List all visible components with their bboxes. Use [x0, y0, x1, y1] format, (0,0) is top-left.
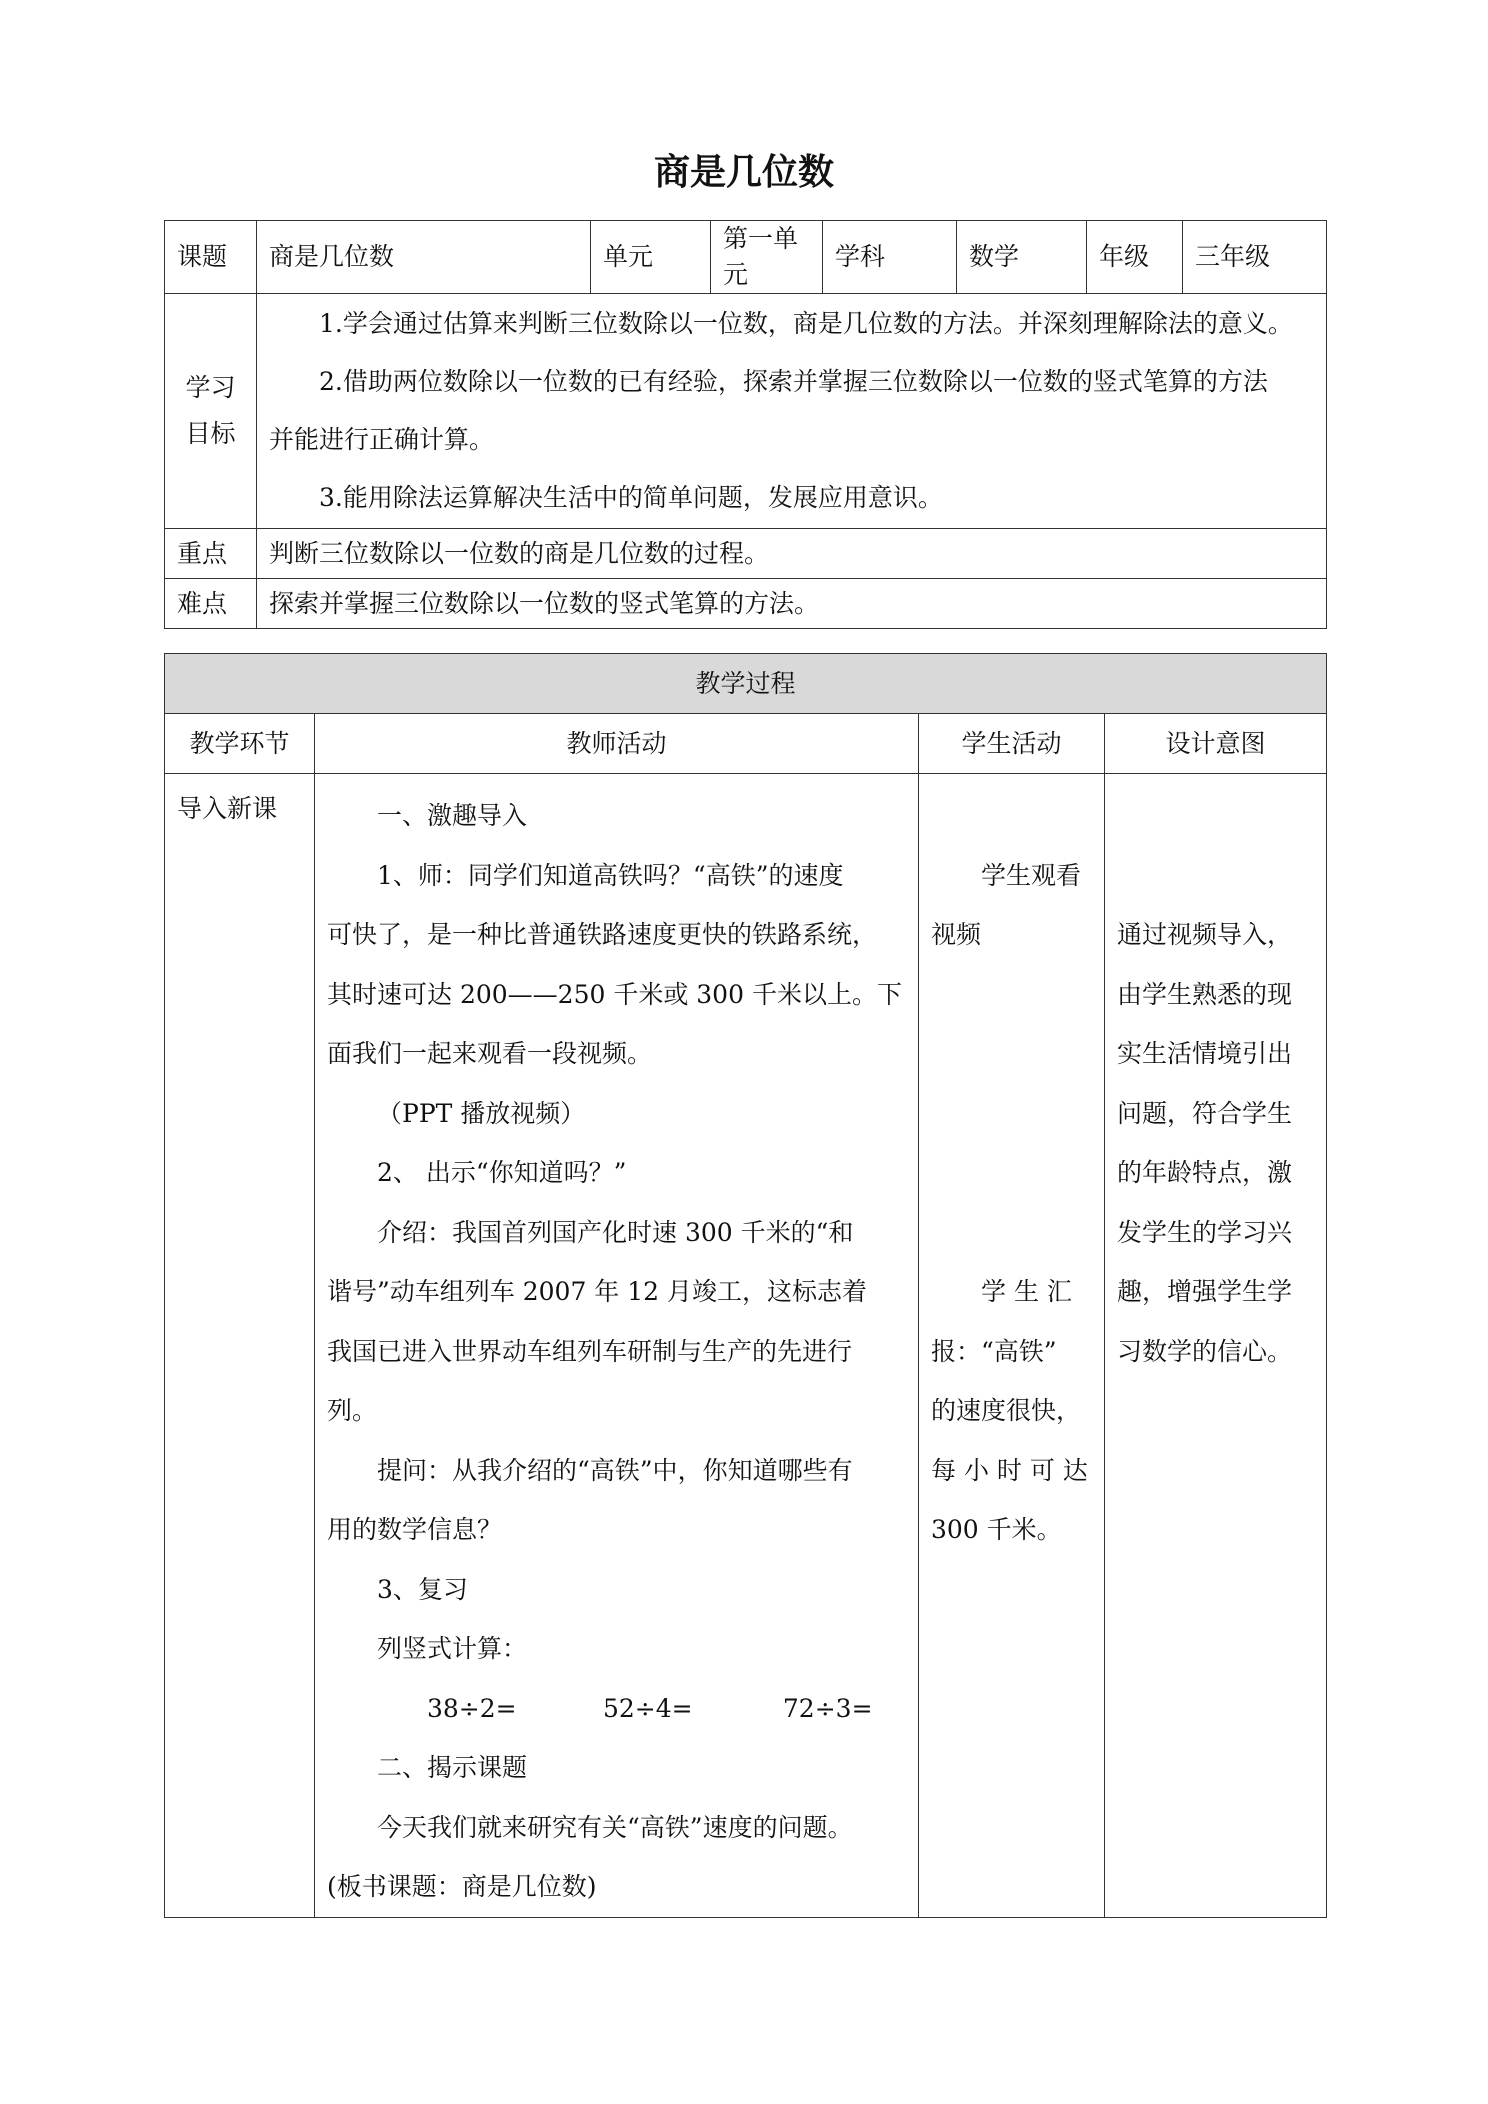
topic-value: 商是几位数 — [257, 221, 591, 294]
subject-label: 学科 — [823, 221, 957, 294]
grade-value: 三年级 — [1183, 221, 1327, 294]
teacher-line: 今天我们就来研究有关“高铁”速度的问题。 — [377, 1812, 853, 1842]
col-design: 设计意图 — [1105, 714, 1327, 774]
grade-label: 年级 — [1087, 221, 1183, 294]
teacher-line: 谐号”动车组列车 2007 年 12 月竣工，这标志着 — [327, 1277, 868, 1306]
design-line: 趣，增强学生学 — [1117, 1277, 1293, 1306]
goals-label-line-2: 目标 — [185, 419, 236, 448]
teacher-line: 列竖式计算： — [377, 1634, 528, 1663]
teacher-line: 1、师：同学们知道高铁吗？“高铁”的速度 — [377, 860, 844, 890]
student-line: 学 生 汇 — [981, 1277, 1072, 1306]
calc-exercises — [327, 1679, 906, 1739]
student-line: 的速度很快， — [931, 1396, 1082, 1425]
key-value: 判断三位数除以一位数的商是几位数的过程。 — [257, 529, 1327, 579]
calc-item: 72÷3= — [782, 1693, 873, 1723]
design-line: 发学生的学习兴 — [1117, 1217, 1293, 1247]
teacher-line: 其时速可达 200——250 千米或 300 千米以上。下 — [327, 979, 902, 1009]
goal-item: 3.能用除法运算解决生活中的简单问题，发展应用意识。 — [319, 483, 943, 512]
process-header: 教学过程 — [165, 654, 1327, 714]
topic-label: 课题 — [165, 221, 257, 294]
student-line: 学生观看 — [981, 860, 1082, 890]
design-line: 问题，符合学生 — [1117, 1098, 1293, 1128]
design-intent — [1105, 774, 1327, 1918]
student-line: 视频 — [931, 920, 982, 949]
design-line: 由学生熟悉的现 — [1117, 979, 1293, 1009]
student-line: 报：“高铁” — [931, 1336, 1057, 1366]
design-line: 习数学的信心。 — [1117, 1336, 1293, 1366]
stage-label: 导入新课 — [177, 794, 278, 823]
teacher-line: 一、激趣导入 — [377, 801, 528, 830]
unit-label: 单元 — [591, 221, 711, 294]
calc-item: 52÷4= — [602, 1693, 693, 1723]
teacher-line: 用的数学信息？ — [327, 1515, 503, 1544]
goal-item: 并能进行正确计算。 — [269, 425, 495, 454]
difficulty-value: 探索并掌握三位数除以一位数的竖式笔算的方法。 — [257, 579, 1327, 629]
calc-item: 38÷2= — [427, 1693, 517, 1723]
subject-value: 数学 — [957, 221, 1087, 294]
teacher-line: 二、揭示课题 — [377, 1753, 528, 1782]
goals-content — [257, 294, 1327, 529]
teacher-activity — [315, 774, 919, 1918]
col-student: 学生活动 — [919, 714, 1105, 774]
teacher-line: 列。 — [327, 1396, 378, 1425]
teacher-line: 我国已进入世界动车组列车研制与生产的先进行 — [327, 1336, 853, 1366]
unit-value: 第一单元 — [711, 221, 823, 294]
teacher-line: 3、复习 — [377, 1574, 468, 1604]
teacher-line: 介绍：我国首列国产化时速 300 千米的“和 — [377, 1217, 854, 1247]
lesson-info-table — [164, 220, 1327, 629]
teacher-line: (板书课题：商是几位数) — [327, 1872, 597, 1901]
page-title: 商是几位数 — [653, 152, 834, 193]
teacher-line: 可快了，是一种比普通铁路速度更快的铁路系统， — [327, 920, 878, 949]
teacher-line: 提问：从我介绍的“高铁”中，你知道哪些有 — [377, 1455, 853, 1485]
student-line: 每 小 时 可 达 — [931, 1455, 1088, 1485]
student-line: 300 千米。 — [931, 1515, 1062, 1544]
goals-label-line-1: 学习 — [185, 373, 236, 402]
goal-item: 2.借助两位数除以一位数的已有经验，探索并掌握三位数除以一位数的竖式笔算的方法 — [319, 367, 1268, 396]
design-line: 实生活情境引出 — [1117, 1039, 1293, 1068]
key-label: 重点 — [165, 529, 257, 579]
teacher-line: 2、 出示“你知道吗？” — [377, 1158, 627, 1187]
goals-label — [165, 294, 257, 529]
teacher-line: （PPT 播放视频） — [377, 1098, 586, 1128]
student-activity — [919, 774, 1105, 1918]
stage-name — [165, 774, 315, 1918]
goal-item: 1.学会通过估算来判断三位数除以一位数，商是几位数的方法。并深刻理解除法的意义。 — [319, 309, 1293, 338]
col-stage: 教学环节 — [165, 714, 315, 774]
teacher-line: 面我们一起来观看一段视频。 — [327, 1039, 653, 1068]
difficulty-label: 难点 — [165, 579, 257, 629]
col-teacher: 教师活动 — [315, 714, 919, 774]
teaching-process-table — [164, 653, 1327, 1918]
design-line: 的年龄特点，激 — [1117, 1158, 1293, 1187]
design-line: 通过视频导入， — [1117, 920, 1293, 949]
